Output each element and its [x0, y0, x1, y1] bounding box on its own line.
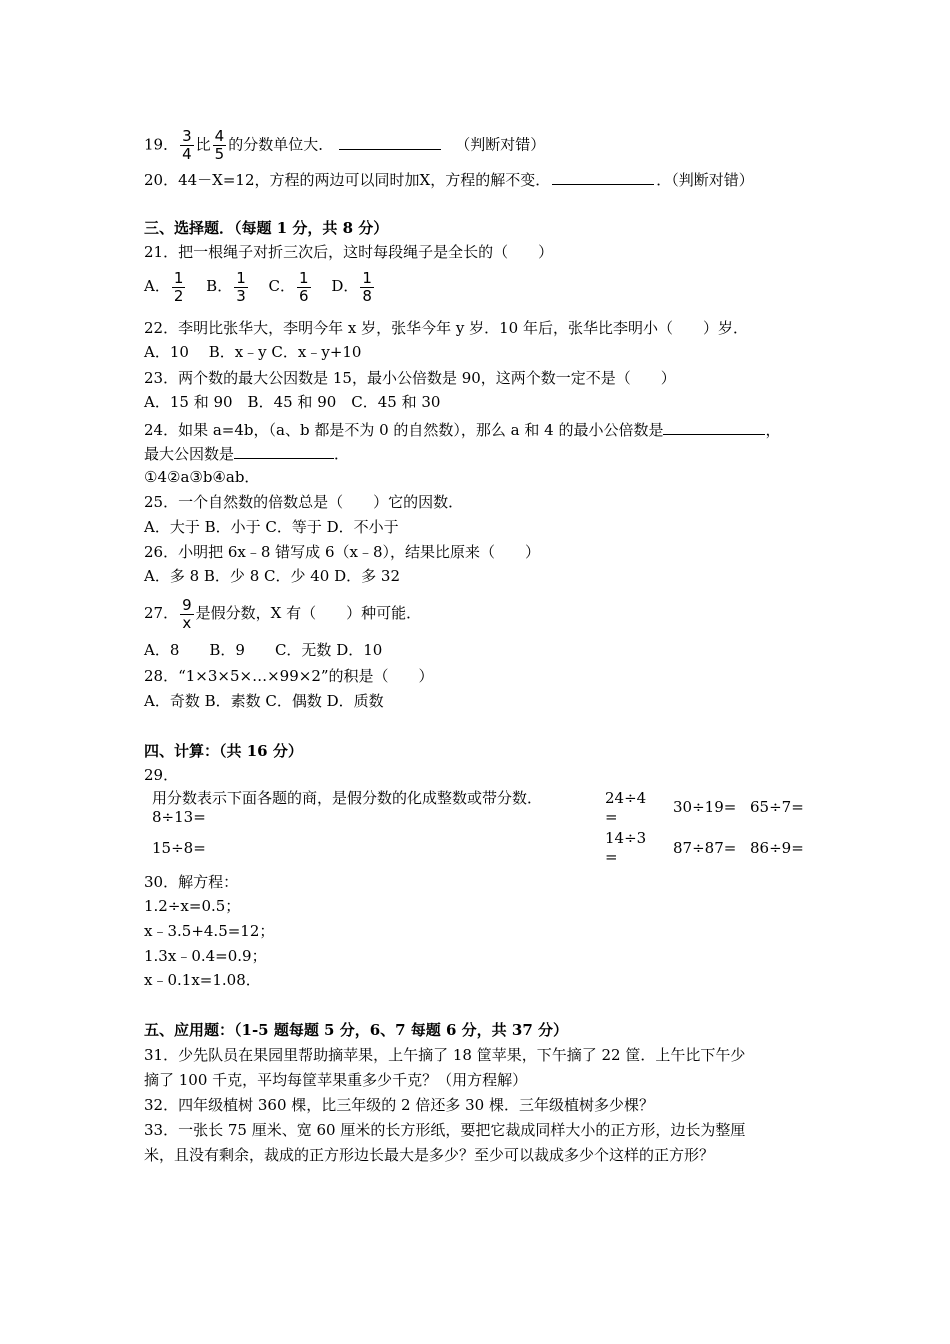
- question-26: 26．小明把 6x﹣8 错写成 6（x﹣8），结果比原来（ ）: [144, 543, 540, 561]
- answer-blank[interactable]: [339, 133, 441, 150]
- fraction-3-4: $\frac{3}{4}$: [182, 127, 192, 163]
- question-23: 23．两个数的最大公因数是 15，最小公倍数是 90，这两个数一定不是（ ）: [144, 369, 676, 387]
- calc-8-div-13: 8÷13=: [152, 808, 206, 826]
- question-21: 21．把一根绳子对折三次后，这时每段绳子是全长的（ ）: [144, 243, 554, 261]
- question-19: 19． $\frac{3}{4}$ 比 $\frac{4}{5}$ 的分数单位大． （判断对错）: [144, 127, 546, 163]
- calc-24-div-4-eq: =: [605, 808, 618, 826]
- question-31-line1: 31．少先队员在果园里帮助摘苹果，上午摘了 18 筐苹果，下午摘了 22 筐．上午比下午少: [144, 1046, 746, 1064]
- calc-14-div-3-eq: =: [605, 848, 618, 866]
- question-33-line1: 33．一张长 75 厘米、宽 60 厘米的长方形纸，要把它裁成同样大小的正方形，边长为整厘: [144, 1121, 746, 1139]
- question-29-instruction: 用分数表示下面各题的商，是假分数的化成整数或带分数．: [152, 789, 543, 807]
- calc-15-div-8: 15÷8=: [152, 839, 206, 857]
- calc-24-div-4: 24÷4: [605, 789, 647, 807]
- question-33-line2: 米，且没有剩余，裁成的正方形边长最大是多少？至少可以裁成多少个这样的正方形？: [144, 1146, 715, 1164]
- question-32: 32．四年级植树 360 棵，比三年级的 2 倍还多 30 棵．三年级植树多少棵？: [144, 1096, 654, 1114]
- question-22: 22．李明比张华大，李明今年 x 岁，张华今年 y 岁．10 年后，张华比李明小（ ）岁．: [144, 319, 748, 337]
- fraction-9-x: $\frac{9}{x}$: [182, 595, 192, 632]
- fraction-4-5: $\frac{4}{5}$: [214, 127, 225, 163]
- question-24-options: ①4②a③b④ab．: [144, 468, 260, 486]
- section-4-title: 四、计算：（共 16 分）: [144, 742, 303, 760]
- question-28-options: A．奇数 B．素数 C．偶数 D．质数: [144, 692, 384, 710]
- calc-65-div-7: 65÷7=: [750, 798, 804, 816]
- section-5-title: 五、应用题：（1-5 题每题 5 分，6、7 每题 6 分，共 37 分）: [144, 1021, 569, 1039]
- calc-86-div-9: 86÷9=: [750, 839, 804, 857]
- question-20: 20．44－X=12，方程的两边可以同时加X，方程的解不变． ．（判断对错）: [144, 168, 754, 190]
- calc-14-div-3: 14÷3: [605, 829, 647, 847]
- question-21-options: A． $\frac{1}{2}$ B． $\frac{1}{3}$ C． $\frac{1}{6}$ D． $\frac{1}{8}$: [144, 268, 372, 305]
- fraction-1-6: $\frac{1}{6}$: [299, 268, 309, 305]
- question-24-line1: 24．如果 a=4b，（a、b 都是不为 0 的自然数），那么 a 和 4 的最小公倍数是 ，: [144, 418, 780, 440]
- question-24-line2: 最大公因数是 ．: [144, 442, 349, 464]
- answer-blank[interactable]: [552, 168, 654, 185]
- question-31-line2: 摘了 100 千克，平均每筐苹果重多少千克？（用方程解）: [144, 1071, 528, 1089]
- answer-blank[interactable]: [234, 442, 334, 459]
- equation-1: 1.2÷x=0.5；: [144, 897, 241, 915]
- q19-number: 19．: [144, 135, 179, 154]
- equation-3: 1.3x﹣0.4=0.9；: [144, 947, 267, 965]
- equation-2: x﹣3.5+4.5=12；: [144, 922, 275, 940]
- fraction-1-2: $\frac{1}{2}$: [173, 268, 184, 305]
- fraction-1-8: $\frac{1}{8}$: [362, 268, 372, 305]
- question-22-options: A．10 B．x﹣y C．x﹣y+10: [144, 343, 362, 361]
- question-25-options: A．大于 B．小于 C．等于 D．不小于: [144, 518, 399, 536]
- fraction-1-3: $\frac{1}{3}$: [236, 268, 246, 305]
- question-27-options: A．8 B．9 C．无数 D．10: [144, 641, 383, 659]
- question-25: 25．一个自然数的倍数总是（ ）它的因数．: [144, 493, 464, 511]
- equation-4: x﹣0.1x=1.08．: [144, 971, 261, 989]
- calc-30-div-19: 30÷19=: [673, 798, 737, 816]
- section-3-title: 三、选择题．（每题 1 分，共 8 分）: [144, 219, 389, 237]
- question-28: 28．“1×3×5×…×99×2”的积是（ ）: [144, 667, 434, 685]
- calc-87-div-87: 87÷87=: [673, 839, 737, 857]
- question-30-title: 30．解方程：: [144, 873, 239, 891]
- question-29-number: 29．: [144, 766, 179, 784]
- answer-blank[interactable]: [663, 418, 765, 435]
- question-26-options: A．多 8 B．少 8 C．少 40 D．多 32: [144, 567, 400, 585]
- question-23-options: A．15 和 90 B．45 和 90 C．45 和 30: [144, 393, 441, 411]
- question-27: 27． $\frac{9}{x}$ 是假分数，X 有（ ）种可能．: [144, 595, 422, 632]
